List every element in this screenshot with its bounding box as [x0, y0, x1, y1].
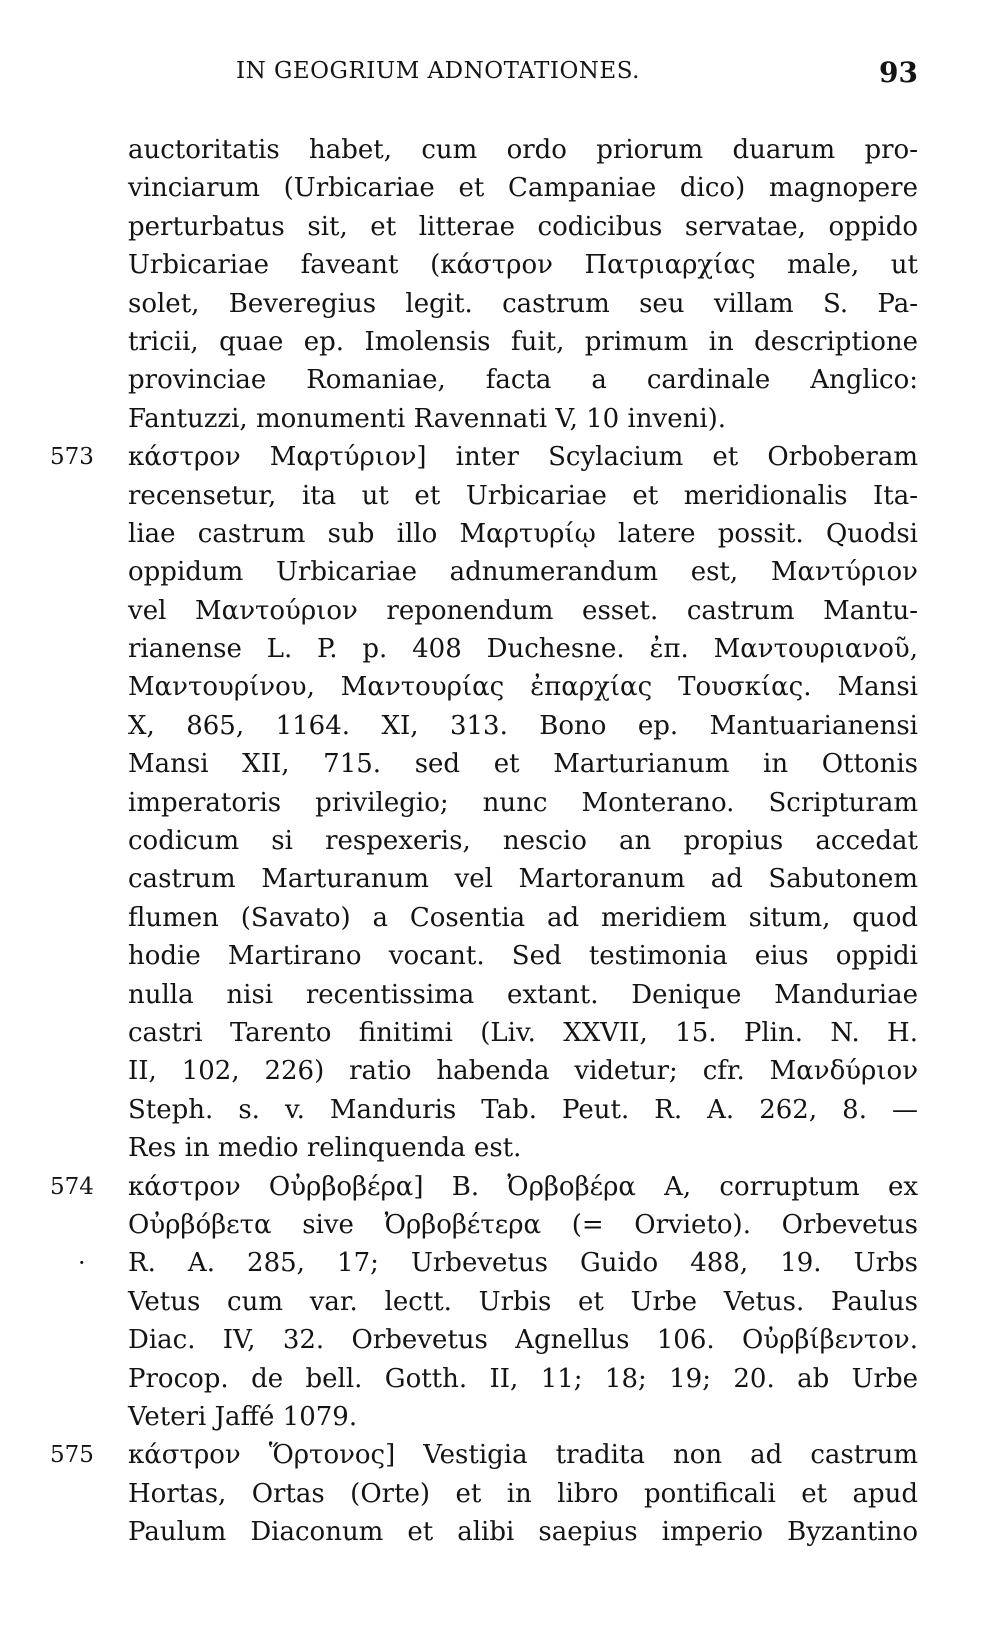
line-text: Μαντουρίνου, Μαντουρίας ἐπαρχίας Τουσκίας. Mansi: [128, 672, 918, 703]
text-line: [128, 745, 918, 783]
text-line: [128, 937, 918, 975]
line-text: flumen (Savato) a Cosentia ad meridiem situm, quod: [128, 902, 918, 933]
line-text: codicum si respexeris, nescio an propius accedat: [128, 826, 918, 857]
text-line: [128, 323, 918, 361]
text-line: [128, 169, 918, 207]
margin-mark: ·: [78, 1249, 86, 1278]
line-text: Mansi XII, 715. sed et Marturianum in Ottonis: [128, 749, 918, 780]
line-text: provinciae Romaniae, facta a cardinale Anglico:: [128, 365, 918, 396]
line-text: Fantuzzi, monumenti Ravennati V, 10 inveni).: [128, 403, 727, 434]
text-line: [128, 1398, 918, 1436]
text-line: [128, 1513, 918, 1551]
line-text: oppidum Urbicariae adnumerandum est, Μαντύριον: [128, 557, 918, 588]
line-text: κάστρον Οὐρβοβέρα] B. Ὀρβοβέρα A, corruptum ex: [128, 1171, 918, 1202]
line-text: liae castrum sub illo Μαρτυρίῳ latere possit. Quodsi: [128, 518, 918, 549]
text-line: [128, 860, 918, 898]
text-line: [128, 899, 918, 937]
line-text: II, 102, 226) ratio habenda videtur; cfr. Μανδύριον: [128, 1056, 918, 1087]
text-line: [128, 707, 918, 745]
text-line: [128, 630, 918, 668]
text-line: [128, 515, 918, 553]
text-line: [128, 1091, 918, 1129]
line-text: Res in medio relinquenda est.: [128, 1133, 522, 1164]
line-number: 573: [50, 444, 94, 471]
text-line: [128, 553, 918, 591]
line-text: rianense L. P. p. 408 Duchesne. ἐπ. Μαντουριανοῦ,: [128, 634, 918, 665]
entry-line-573: [50, 438, 918, 476]
text-line: [128, 477, 918, 515]
line-text: Hortas, Ortas (Orte) et in libro pontificali et apud: [128, 1478, 918, 1509]
line-text: Diac. IV, 32. Orbevetus Agnellus 106. Οὐρβίβεντον.: [128, 1325, 918, 1356]
text-line: [128, 784, 918, 822]
page-number: 93: [879, 56, 918, 89]
entry-line-575: [50, 1436, 918, 1474]
line-text: Procop. de bell. Gotth. II, 11; 18; 19; 20. ab Urbe: [128, 1363, 918, 1394]
line-text: hodie Martirano vocant. Sed testimonia eius oppidi: [128, 941, 918, 972]
text-line: [128, 1052, 918, 1090]
line-text: auctoritatis habet, cum ordo priorum duarum pro-: [128, 135, 918, 165]
line-text: κάστρον Ὅρτονος] Vestigia tradita non ad castrum: [128, 1440, 918, 1471]
text-line: [128, 976, 918, 1014]
line-text: castri Tarento finitimi (Liv. XXVII, 15. Plin. N. H.: [128, 1017, 918, 1048]
text-line: [128, 285, 918, 323]
text-line: [128, 1475, 918, 1513]
line-text: Steph. s. v. Manduris Tab. Peut. R. A. 262, 8. —: [128, 1094, 918, 1125]
text-line: [128, 246, 918, 284]
line-text: recensetur, ita ut et Urbicariae et meridionalis Ita-: [128, 480, 918, 511]
text-line: [128, 208, 918, 246]
line-text: Urbicariae faveant (κάστρον Πατριαρχίας male, ut: [128, 250, 918, 281]
line-text: castrum Marturanum vel Martoranum ad Sabutonem: [128, 864, 918, 895]
line-text: X, 865, 1164. XI, 313. Bono ep. Mantuarianensi: [128, 710, 918, 741]
line-text: vel Μαντούριον reponendum esset. castrum Mantu-: [128, 595, 918, 626]
commentary-text: [50, 131, 918, 1551]
running-header: [128, 58, 918, 98]
line-text: Veteri Jaffé 1079.: [128, 1401, 358, 1432]
line-text: perturbatus sit, et litterae codicibus servatae, oppido: [128, 211, 918, 242]
line-text: Vetus cum var. lectt. Urbis et Urbe Vetus. Paulus: [128, 1286, 918, 1317]
text-line: [128, 822, 918, 860]
entry-line-574: [50, 1168, 918, 1206]
line-text: nulla nisi recentissima extant. Denique Manduriae: [128, 979, 918, 1010]
running-title: IN GEOGRIUM ADNOTATIONES.: [236, 58, 640, 84]
text-line: [128, 400, 918, 438]
line-number: 574: [50, 1173, 94, 1200]
line-text: vinciarum (Urbicariae et Campaniae dico) magnopere: [128, 173, 918, 204]
line-number: 575: [50, 1442, 94, 1469]
line-text: solet, Beveregius legit. castrum seu villam S. Pa-: [128, 288, 918, 319]
line-text: Paulum Diaconum et alibi saepius imperio Byzantino: [128, 1517, 918, 1548]
line-text: Οὐρβόβετα sive Ὀρβοβέτερα (= Orvieto). Orbevetus: [128, 1209, 918, 1240]
line-text: κάστρον Μαρτύριον] inter Scylacium et Orboberam: [128, 442, 918, 473]
line-text: tricii, quae ep. Imolensis fuit, primum in descriptione: [128, 326, 918, 357]
text-line: [128, 1206, 918, 1244]
text-line: [128, 131, 918, 169]
text-line: [128, 1129, 918, 1167]
text-line: [128, 1014, 918, 1052]
text-line: [128, 1360, 918, 1398]
text-line: [78, 1244, 918, 1282]
text-line: [128, 592, 918, 630]
text-line: [128, 668, 918, 706]
line-text: imperatoris privilegio; nunc Monterano. Scripturam: [128, 787, 918, 818]
text-line: [128, 361, 918, 399]
text-line: [128, 1283, 918, 1321]
text-line: [128, 1321, 918, 1359]
line-text: R. A. 285, 17; Urbevetus Guido 488, 19. Urbs: [128, 1248, 918, 1279]
